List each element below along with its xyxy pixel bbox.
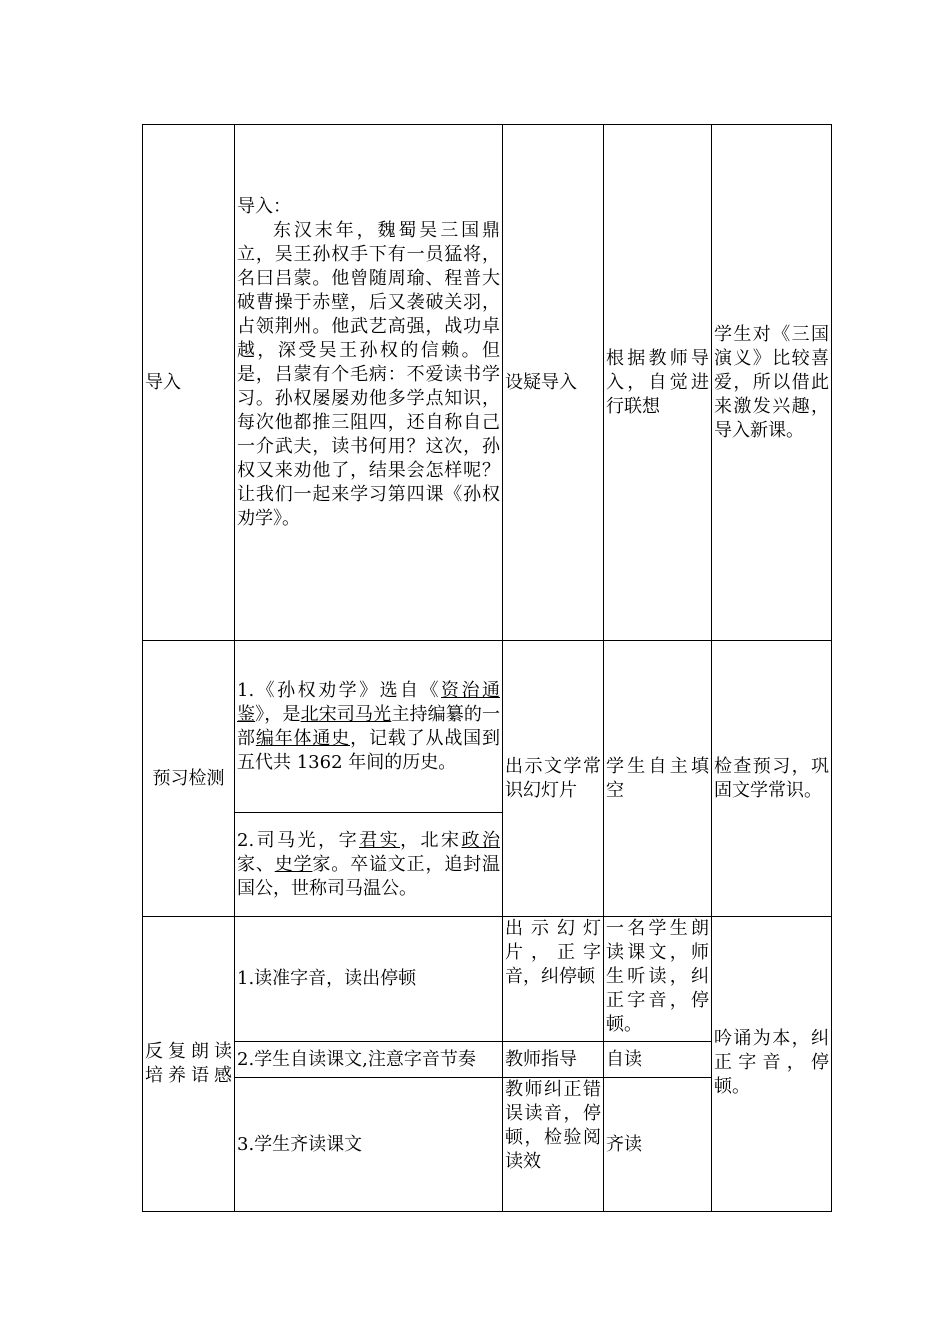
preview-student-cell	[604, 641, 712, 917]
preview-teacher-activity: 出示文学常识幻灯片	[505, 755, 601, 801]
intro-teacher-activity: 设疑导入	[505, 371, 577, 393]
reading-item1-student-cell	[604, 917, 712, 1042]
reading-intent-cell	[712, 917, 832, 1212]
reading-stage-cell	[143, 917, 235, 1212]
preview-item2-text: 2.司马光，字君实，北宋政治家、史学家。卒谥文正，追封温国公，世称司马温公。	[237, 829, 501, 899]
intro-content-body: 东汉末年，魏蜀吴三国鼎立，吴王孙权手下有一员猛将，名曰吕蒙。他曾随周瑜、程普大破曹操于赤壁，后又袭破关羽，占领荆州。他武艺高强，战功卓越，深受吴王孙权的信赖。但是，吕蒙有个毛病：不爱读书学习。孙权屡屡劝他多学点知识，每次他都推三阻四，还自称自己一介武夫，读书何用？这次，孙权又来劝他了，结果会怎样呢？让我们一起来学习第四课《孙权劝学》。	[237, 220, 500, 529]
reading-item2-content-cell	[235, 1042, 503, 1078]
intro-student-cell	[604, 125, 712, 641]
intro-design-intent: 学生对《三国演义》比较喜爱，所以借此来激发兴趣，导入新课。	[714, 323, 829, 441]
reading-item3-student-cell	[604, 1078, 712, 1212]
intro-content-heading: 导入：	[237, 196, 291, 217]
reading-item1-content: 1.读准字音，读出停顿	[237, 968, 417, 989]
reading-item1-teacher: 出示幻灯片，正字音，纠停顿	[505, 918, 601, 987]
intro-intent-cell	[712, 125, 832, 641]
preview-row-1	[143, 641, 832, 813]
reading-item1-student: 一名学生朗读课文，师生听读，纠正字音，停顿。	[606, 918, 709, 1035]
reading-item2-student-cell	[604, 1042, 712, 1078]
preview-intent-cell	[712, 641, 832, 917]
reading-row-1	[143, 917, 832, 1042]
lesson-plan-table	[142, 124, 832, 1212]
answer-blank: 北宋司马光	[300, 703, 392, 725]
preview-item2-cell	[235, 813, 503, 917]
preview-item1-cell	[235, 641, 503, 813]
reading-design-intent: 吟诵为本，纠正字音，停顿。	[714, 1028, 829, 1097]
reading-item1-teacher-cell	[503, 917, 604, 1042]
intro-row	[143, 125, 832, 641]
intro-stage: 导入	[145, 371, 181, 393]
reading-item2-teacher: 教师指导	[505, 1048, 577, 1070]
reading-item3-teacher: 教师纠正错误读音，停顿，检验阅读效	[505, 1079, 601, 1172]
reading-item2-student: 自读	[606, 1048, 642, 1070]
intro-student-activity: 根据教师导入，自觉进行联想	[606, 347, 709, 417]
reading-item3-content: 3.学生齐读课文	[237, 1133, 363, 1155]
preview-stage-cell	[143, 641, 235, 917]
answer-blank: 编年体通史	[255, 727, 351, 749]
reading-stage: 反复朗读培养语感	[145, 1041, 232, 1086]
reading-item3-content-cell	[235, 1078, 503, 1212]
answer-blank: 史学	[274, 853, 313, 875]
answer-blank: 君实	[359, 829, 401, 851]
preview-stage: 预习检测	[152, 767, 225, 789]
preview-student-activity: 学生自主填空	[606, 755, 709, 801]
answer-blank: 政治	[461, 829, 500, 851]
reading-item3-student: 齐读	[606, 1133, 642, 1155]
reading-item2-content: 2.学生自读课文,注意字音节奏	[237, 1048, 476, 1070]
preview-teacher-cell	[503, 641, 604, 917]
preview-item1-text: 1.《孙权劝学》选自《资治通鉴》，是北宋司马光主持编纂的一部编年体通史，记载了从战国到五代共 1362 年间的历史。	[237, 679, 501, 773]
reading-item1-content-cell	[235, 917, 503, 1042]
preview-design-intent: 检查预习，巩固文学常识。	[714, 755, 829, 801]
intro-content-cell	[235, 125, 503, 641]
reading-item2-teacher-cell	[503, 1042, 604, 1078]
reading-item3-teacher-cell	[503, 1078, 604, 1212]
intro-stage-cell	[143, 125, 235, 641]
answer-blank: 资治通鉴	[237, 679, 500, 725]
intro-teacher-cell	[503, 125, 604, 641]
